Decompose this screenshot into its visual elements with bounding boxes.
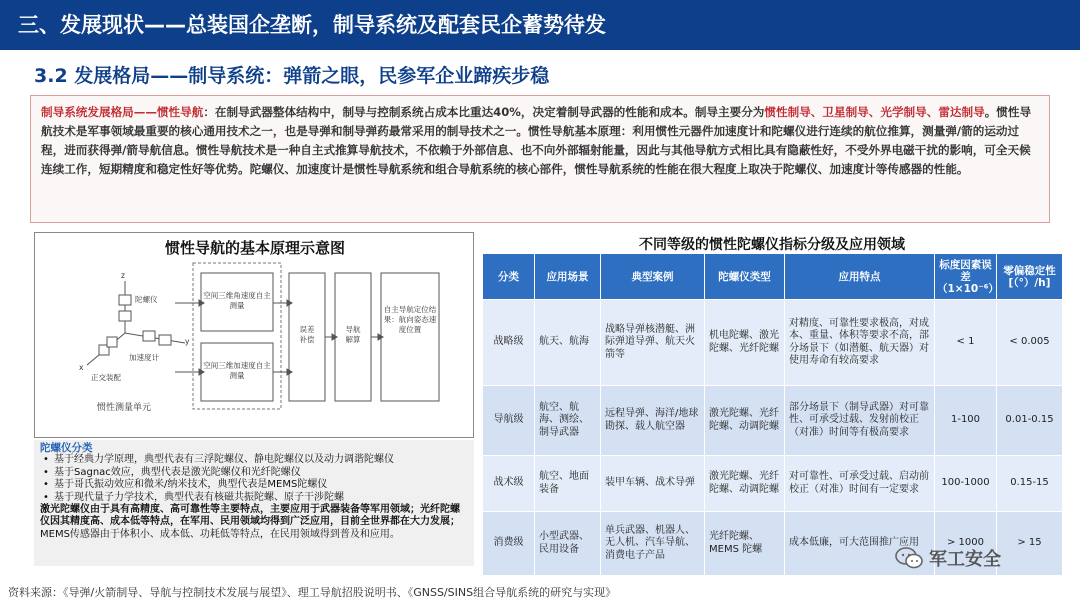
cell-grade: 战术级 [483, 456, 535, 512]
header-scene: 应用场景 [535, 254, 601, 300]
cell-factor: > 1000 [935, 512, 997, 576]
cell-case: 装甲车辆、战术导弹 [601, 456, 705, 512]
page-title: 三、发展现状——总装国企垄断，制导系统及配套民企蓄势待发 [18, 13, 606, 37]
cell-type: 光纤陀螺、MEMS 陀螺 [705, 512, 785, 576]
source-note: 资料来源：《导弹/火箭制导、导航与控制技术发展与展望》、理工导航招股说明书、《GNSS/SINS组合导航系统的研究与实现》 [8, 586, 617, 599]
cell-case: 单兵武器、机器人、无人机、汽车导航、消费电子产品 [601, 512, 705, 576]
cell-case: 远程导弹、海洋/地球勘探、载人航空器 [601, 386, 705, 456]
description-text-1: ：在制导武器整体结构中，制导与控制系统占成本比重达40%，决定着制导武器的性能和成本。制导主要分为 [203, 105, 765, 119]
principle-diagram [34, 232, 474, 438]
cell-bias: 0.15-15 [997, 456, 1063, 512]
axis-x-label: x [79, 363, 84, 372]
gyro-title: 陀螺仪分类 [40, 442, 93, 454]
orth-label: 正交装配 [91, 373, 121, 382]
cell-scene: 小型武器、民用设备 [535, 512, 601, 576]
watermark [895, 545, 1001, 571]
gyro-item: • 基于现代量子力学技术，典型代表有核磁共振陀螺、原子干涉陀螺 [40, 492, 468, 504]
table-row [483, 300, 1063, 386]
table-row [483, 386, 1063, 456]
box-gyro-measure: 空间三维角速度自主测量 [203, 291, 271, 310]
cell-feature: 部分场景下（制导武器）对可靠性、可承受过载、发射前校正（对准）时间等有极高要求 [785, 386, 935, 456]
table-header-row [483, 254, 1063, 300]
description-guidance-types: 惯性制导、卫星制导、光学制导、雷达制导 [764, 105, 985, 119]
cell-grade: 导航级 [483, 386, 535, 456]
cell-scene: 航空、航海、测绘、制导武器 [535, 386, 601, 456]
cell-factor: 1-100 [935, 386, 997, 456]
gyro-summary-bold: 激光陀螺仪由于具有高精度、高可靠性等主要特点，主要应用于武器装备等军用领域；光纤陀螺仪因其精度高、成本低等特点，在军用、民用领域均得到广泛应用，目前全世界都在大力发展； [40, 504, 460, 528]
cell-grade: 消费级 [483, 512, 535, 576]
cell-feature: 对精度、可靠性要求极高，对成本、重量、体积等要求不高，部分场景下（如潜艇、航天器）对使用寿命有较高要求 [785, 300, 935, 386]
wechat-icon [895, 547, 923, 569]
box-accel-measure: 空间三维加速度自主测量 [203, 361, 271, 380]
watermark-text: 军工安全 [929, 549, 1001, 570]
gyro-item: • 基于经典力学原理，典型代表有三浮陀螺仪、静电陀螺仪以及动力调谐陀螺仪 [40, 454, 468, 466]
table-row [483, 456, 1063, 512]
cell-type: 激光陀螺、光纤陀螺、动调陀螺 [705, 456, 785, 512]
gyro-classification [34, 440, 474, 566]
gyro-grade-table [482, 253, 1063, 576]
cell-bias: 0.01-0.15 [997, 386, 1063, 456]
section-subtitle: 3.2 发展格局——制导系统：弹箭之眼，民参军企业蹄疾步稳 [34, 65, 550, 87]
cell-type: 机电陀螺、激光陀螺、光纤陀螺 [705, 300, 785, 386]
cell-scene: 航空、地面装备 [535, 456, 601, 512]
header-factor: 标度因素误差（1×10⁻⁶） [935, 254, 997, 300]
axis-z-label: z [121, 271, 125, 280]
cell-grade: 战略级 [483, 300, 535, 386]
header-feature: 应用特点 [785, 254, 935, 300]
header-case: 典型案例 [601, 254, 705, 300]
box-output: 自主导航定位结果：航向姿态速度位置 [383, 305, 437, 334]
gyro-item: • 基于Sagnac效应，典型代表是激光陀螺仪和光纤陀螺仪 [40, 467, 468, 479]
axis-y-label: y [185, 337, 190, 346]
imu-label: 惯性测量单元 [97, 403, 152, 413]
box-nav-solve: 导航解算 [345, 325, 361, 344]
cell-bias: > 15 [997, 512, 1063, 576]
header-grade: 分类 [483, 254, 535, 300]
cell-scene: 航天、航海 [535, 300, 601, 386]
diagram-title: 惯性导航的基本原理示意图 [164, 239, 345, 257]
header-bar [0, 0, 1080, 50]
cell-feature: 对可靠性、可承受过载、启动前校正（对准）时间有一定要求 [785, 456, 935, 512]
description-box [30, 95, 1050, 223]
cell-bias: < 0.005 [997, 300, 1063, 386]
gyro-summary-mems: MEMS传感器由于体积小、成本低、功耗低等特点，在民用领域得到普及和应用。 [40, 528, 400, 540]
description-text-2: 。惯性导航技术是军事领域最重要的核心通用技术之一，也是导弹和制导弹药最常采用的制导技术之一。惯性导航基本原理：利用惯性元器件加速度计和陀螺仪进行连续的航位推算，测量弹/箭的运动过程，进而获得弹/箭导航信息。惯性导航技术是一种自主式推算导航技术，不依赖于外部信息、也不向外部辐射能量，因此与其他导航方式相比具有隐蔽性好，不受外界电磁干扰的影响，可全天候连续工作，短期精度和稳定性好等优势。陀螺仪、加速度计是惯性导航系统和组合导航系统的核心部件，惯性导航系统的性能在很大程度上取决于陀螺仪、加速度计等传感器的性能。 [41, 105, 1032, 176]
gyro-item: • 基于哥氏振动效应和微米/纳米技术，典型代表是MEMS陀螺仪 [40, 479, 468, 491]
box-error-comp: 误差补偿 [299, 325, 315, 344]
cell-case: 战略导弹核潜艇、洲际弹道导弹、航天火箭等 [601, 300, 705, 386]
description-lead: 制导系统发展格局——惯性导航 [41, 105, 204, 119]
gyro-summary [40, 504, 468, 541]
table-title: 不同等级的惯性陀螺仪指标分级及应用领域 [639, 237, 905, 253]
header-type: 陀螺仪类型 [705, 254, 785, 300]
header-bias: 零偏稳定性[（°）/h] [997, 254, 1063, 300]
cell-factor: < 1 [935, 300, 997, 386]
accel-label: 加速度计 [129, 353, 159, 362]
gyro-label: 陀螺仪 [135, 295, 158, 304]
cell-feature: 成本低廉，可大范围推广应用 [785, 512, 935, 576]
cell-type: 激光陀螺、光纤陀螺、动调陀螺 [705, 386, 785, 456]
cell-factor: 100-1000 [935, 456, 997, 512]
